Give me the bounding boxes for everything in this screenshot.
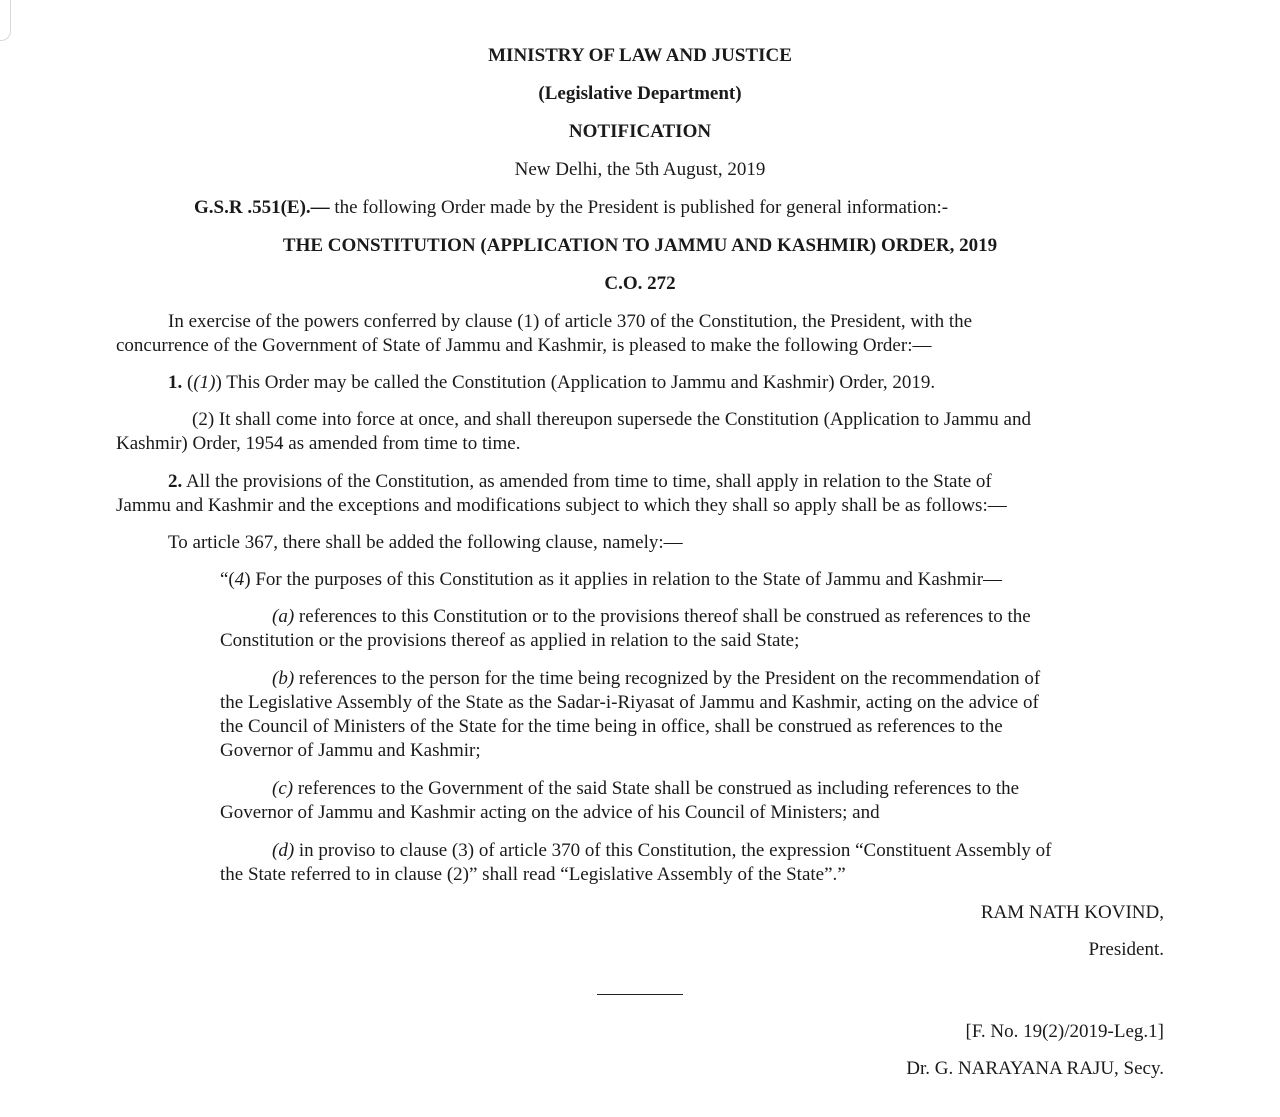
article-367-intro: To article 367, there shall be added the following clause, namely:—: [168, 532, 683, 553]
section-2-line-2: Jammu and Kashmir and the exceptions and modifications subject to which they shall so apply shall be as follows:—: [116, 495, 1007, 516]
clause-c-mark: (c): [272, 778, 294, 799]
clause-b-line-4: Governor of Jammu and Kashmir;: [220, 740, 481, 761]
clause-a-text: references to this Constitution or to the provisions thereof shall be construed as references to the: [294, 606, 1031, 627]
preamble-line-1: In exercise of the powers conferred by clause (1) of article 370 of the Constitution, the President, with the: [168, 311, 973, 332]
clause-4-heading: [116, 568, 1164, 592]
page-corner-mark: [0, 0, 11, 41]
secretary-signature: Dr. G. NARAYANA RAJU, Secy.: [906, 1058, 1164, 1079]
preamble-line-2: concurrence of the Government of State of Jammu and Kashmir, is pleased to make the following Order:—: [116, 335, 932, 356]
section-1-sub1-text: This Order may be called the Constitution (Application to Jammu and Kashmir) Order, 2019.: [221, 372, 936, 393]
clause-4-text: ) For the purposes of this Constitution as it applies in relation to the State of Jammu and Kashmir—: [244, 569, 1003, 590]
clause-a-line-1: [116, 605, 1164, 629]
clause-4-mark: 4: [234, 569, 245, 590]
clause-b-line-1: [116, 667, 1164, 691]
section-1-sub2-line-2: Kashmir) Order, 1954 as amended from time to time.: [116, 433, 521, 454]
section-1-sub1-mark: (1): [193, 372, 216, 393]
notification-heading: NOTIFICATION: [568, 121, 712, 142]
clause-c-line-2: Governor of Jammu and Kashmir acting on the advice of his Council of Ministers; and: [220, 802, 880, 823]
section-1-number: 1.: [168, 372, 183, 393]
clause-a-mark: (a): [272, 606, 295, 627]
clause-b-line-2: the Legislative Assembly of the State as the Sadar-i-Riyasat of Jammu and Kashmir, acting on the advice of: [220, 692, 1039, 713]
section-1-sub2-line-1: (2) It shall come into force at once, and shall thereupon supersede the Constitution (Application to Jammu and: [192, 409, 1031, 430]
co-number: C.O. 272: [604, 273, 676, 294]
clause-c-line-1: [116, 777, 1164, 801]
order-title: THE CONSTITUTION (APPLICATION TO JAMMU AND KASHMIR) ORDER, 2019: [282, 235, 998, 256]
notification-document: [116, 44, 1164, 962]
clause-a-line-2: Constitution or the provisions thereof as applied in relation to the said State;: [220, 630, 800, 651]
gsr-number: G.S.R .551(E).—: [194, 197, 330, 218]
section-2-line-1: [116, 470, 1164, 494]
signatory-title: President.: [1088, 939, 1164, 960]
gsr-text: the following Order made by the President is published for general information:-: [329, 197, 949, 218]
place-date: New Delhi, the 5th August, 2019: [514, 159, 766, 180]
gsr-line: [116, 196, 1164, 220]
separator-rule: [597, 994, 683, 995]
clause-d-mark: (d): [272, 840, 295, 861]
clause-b-text: references to the person for the time being recognized by the President on the recommendation of: [294, 668, 1041, 689]
department-heading: (Legislative Department): [538, 83, 742, 104]
file-number: [F. No. 19(2)/2019-Leg.1]: [965, 1021, 1164, 1042]
clause-4-open-quote: “(: [220, 569, 235, 590]
signatory-name: RAM NATH KOVIND,: [980, 902, 1164, 923]
section-1-subsection-1: 1. ((1)) This Order may be called the Constitution (Application to Jammu and Kashmir) Order, 2019.: [168, 372, 936, 393]
section-2-number: 2.: [168, 471, 183, 492]
ministry-heading: MINISTRY OF LAW AND JUSTICE: [488, 45, 792, 66]
clause-d-text: in proviso to clause (3) of article 370 of this Constitution, the expression “Constituent Assembly of: [294, 840, 1052, 861]
clause-b-mark: (b): [272, 668, 295, 689]
clause-b-line-3: the Council of Ministers of the State for the time being in office, shall be construed as references to the: [220, 716, 1003, 737]
clause-d-line-1: [116, 839, 1164, 863]
section-2-text: All the provisions of the Constitution, as amended from time to time, shall apply in relation to the State of: [182, 471, 992, 492]
clause-d-line-2: the State referred to in clause (2)” shall read “Legislative Assembly of the State”.”: [220, 864, 846, 885]
clause-c-text: references to the Government of the said State shall be construed as including references to the: [293, 778, 1020, 799]
